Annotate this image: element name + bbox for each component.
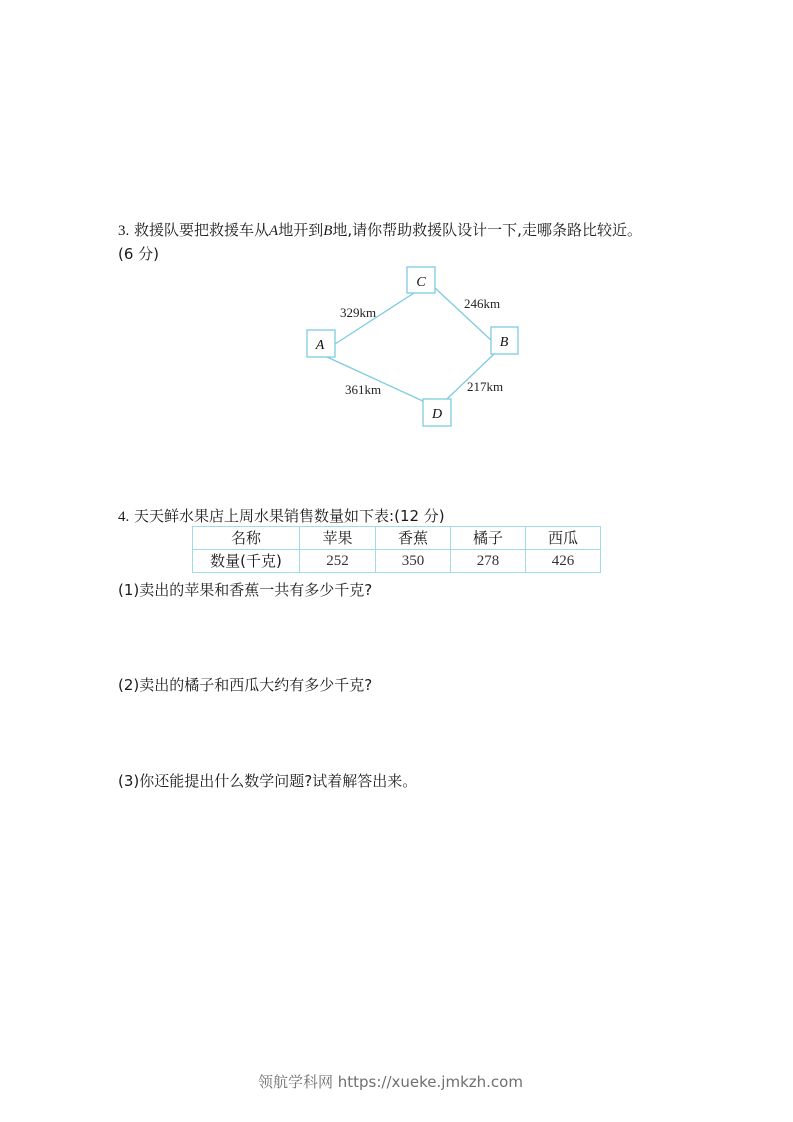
table-row	[193, 550, 601, 573]
sub-question-2: (2)卖出的橘子和西瓜大约有多少千克?	[118, 676, 373, 694]
question-text: 救援队要把救援车从	[134, 221, 270, 239]
point-a-label: A	[269, 223, 279, 239]
table-header-row	[193, 527, 601, 550]
table-header-cell: 名称	[193, 527, 300, 550]
table-cell: 278	[451, 550, 526, 573]
edge-label-ac: 329km	[340, 305, 377, 320]
question-number: 4.	[118, 509, 130, 525]
node-d-label: D	[431, 407, 443, 422]
question-4-prompt	[118, 506, 445, 527]
sub-question-1: (1)卖出的苹果和香蕉一共有多少千克?	[118, 581, 373, 599]
table-cell: 252	[300, 550, 376, 573]
footer-watermark: 领航学科网 https://xueke.jmkzh.com	[258, 1073, 523, 1091]
question-text: 地,请你帮助救援队设计一下,走哪条路比较近。	[332, 221, 642, 239]
question-text: 天天鲜水果店上周水果销售数量如下表:(12 分)	[134, 507, 445, 525]
point-b-label: B	[323, 223, 333, 239]
table-cell: 426	[526, 550, 601, 573]
table-cell: 350	[376, 550, 451, 573]
edge-label-ad: 361km	[345, 382, 382, 397]
question-text: 地开到	[278, 221, 324, 239]
table-header-cell: 苹果	[300, 527, 376, 550]
table-header-cell: 香蕉	[376, 527, 451, 550]
table-header-cell: 西瓜	[526, 527, 601, 550]
edge-label-cb: 246km	[464, 296, 501, 311]
node-a-label: A	[315, 338, 325, 353]
node-c-label: C	[416, 275, 426, 290]
edge-label-db: 217km	[467, 379, 504, 394]
table-header-cell: 橘子	[451, 527, 526, 550]
question-3-score: (6 分)	[118, 245, 160, 263]
fruit-sales-table	[192, 526, 601, 573]
sub-question-3: (3)你还能提出什么数学问题?试着解答出来。	[118, 772, 418, 790]
question-number: 3.	[118, 223, 130, 239]
node-b-label: B	[499, 335, 509, 350]
table-cell: 数量(千克)	[193, 550, 300, 573]
